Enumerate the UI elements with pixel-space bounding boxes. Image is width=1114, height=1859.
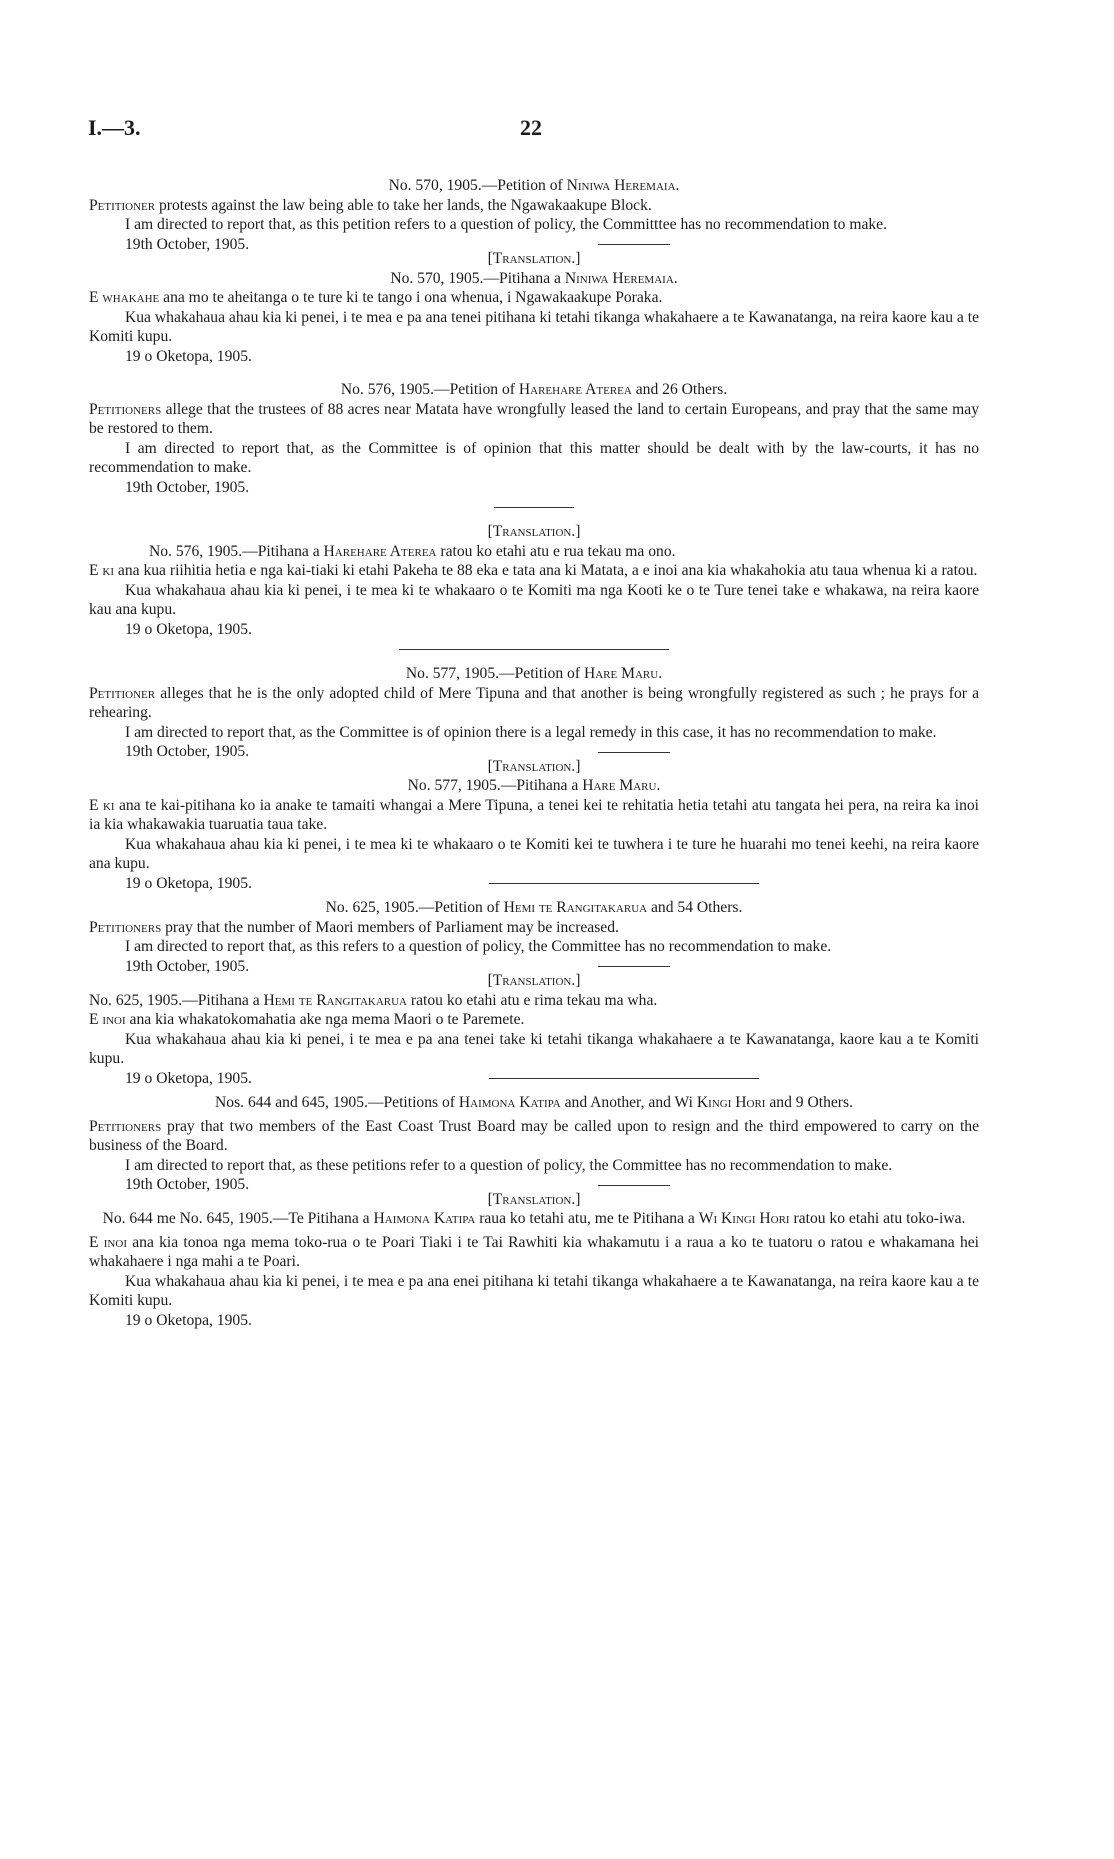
petition-summary: Petitioner alleges that he is the only adopted child of Mere Tipuna and that another is being wrongfully registered as such ; he prays for a rehearing. — [89, 684, 979, 721]
long-divider — [494, 507, 574, 508]
translation-title: No. 570, 1905.—Pitihana a Niniwa Heremaia. — [390, 269, 678, 287]
translation-summary: E ki ana te kai-pitihana ko ia anake te tamaiti whangai a Mere Tipuna, a tenei kei te rehitatia hetia tetahi atu tangata hei pera, na reira ka inoi ia kia whakawakia tuaruatia taua take. — [89, 796, 980, 833]
short-divider — [598, 1185, 670, 1186]
translation-label: [Translation.] — [487, 972, 581, 989]
translation-label: [Translation.] — [487, 1190, 581, 1208]
translation-report: Kua whakahaua ahau kia ki penei, i te mea ki te whakaaro o te Komiti kei te tuwhera i te ture he huarahi mo tenei keehi, na reira kaore ana kupu. — [89, 835, 979, 872]
report-date: 19th October, 1905. — [125, 957, 250, 975]
page-number: 22 — [520, 115, 542, 140]
petition-title: No. 570, 1905.—Petition of Niniwa Heremaia. — [388, 177, 680, 194]
section-divider — [489, 1078, 759, 1079]
translation-title: No. 577, 1905.—Pitihana a Hare Maru. — [407, 777, 661, 794]
petition-644-645 — [89, 1093, 979, 1330]
translation-title: No. 625, 1905.—Pitihana a Hemi te Rangitakarua ratou ko etahi atu e rima tekau ma wha. — [89, 991, 658, 1009]
petition-summary: Petitioners pray that the number of Maori members of Parliament may be increased. — [89, 918, 619, 936]
translation-label: [Translation.] — [487, 523, 581, 540]
document-body — [89, 176, 979, 1330]
translation-date: 19 o Oketopa, 1905. — [125, 1069, 252, 1087]
translation-summary: E inoi ana kia tonoa nga mema toko-rua o te Poari Tiaki i te Tai Rawhiti kia whakamutu i a raua a ko te tuatoru o ratou e whakamana hei whakahaere i nga mahi a te Poari. — [89, 1233, 980, 1270]
translation-report: Kua whakahaua ahau kia ki penei, i te mea e pa ana tenei pitihana ki tetahi tikanga whakahaere a te Kawanatanga, na reira kaore kau a te Komiti kupu. — [89, 308, 979, 345]
committee-report: I am directed to report that, as the Committee is of opinion that this matter should be dealt with by the law-courts, it has no recommendation to make. — [89, 439, 979, 476]
translation-summary: E ki ana kua riihitia hetia e nga kai-tiaki ki etahi Pakeha te 88 eka e tata ana ki Matata, a e inoi ana kia whakahokia atu taua whenua ki a ratou. — [89, 562, 978, 579]
translation-date: 19 o Oketopa, 1905. — [125, 1311, 252, 1329]
committee-report: I am directed to report that, as the Committee is of opinion there is a legal remedy in this case, it has no recommendation to make. — [125, 723, 937, 741]
petition-title: No. 577, 1905.—Petition of Hare Maru. — [405, 665, 663, 682]
short-divider — [598, 966, 670, 967]
page-header — [0, 115, 1114, 148]
report-date: 19th October, 1905. — [125, 1176, 250, 1193]
short-divider — [598, 244, 670, 245]
translation-label: [Translation.] — [487, 250, 581, 267]
translation-report: Kua whakahaua ahau kia ki penei, i te mea e pa ana enei pitihana ki tetahi tikanga whakahaere a te Kawanatanga, na reira kaore kau a te Komiti kupu. — [89, 1272, 979, 1309]
committee-report: I am directed to report that, as this petition refers to a question of policy, the Committtee has no recommendation to make. — [125, 216, 888, 233]
report-date: 19th October, 1905. — [125, 235, 250, 253]
committee-report: I am directed to report that, as this refers to a question of policy, the Committee has no recommendation to make. — [125, 938, 832, 955]
paper-reference: I.—3. — [88, 115, 141, 140]
translation-report: Kua whakahaua ahau kia ki penei, i te mea e pa ana tenei take ki tetahi tikanga whakahaere a te Kawanatanga, kaore kau a te Komiti kupu. — [89, 1030, 979, 1067]
translation-date: 19 o Oketopa, 1905. — [125, 347, 252, 365]
petition-summary: Petitioners allege that the trustees of 88 acres near Matata have wrongfully leased the land to certain Europeans, and pray that the same may be restored to them. — [89, 400, 979, 437]
translation-summary: E whakahe ana mo te aheitanga o te ture ki te tango i ona whenua, i Ngawakaakupe Poraka. — [89, 289, 663, 306]
petition-title: Nos. 644 and 645, 1905.—Petitions of Haimona Katipa and Another, and Wi Kingi Hori and 9 Others. — [215, 1094, 853, 1111]
petition-title: No. 625, 1905.—Petition of Hemi te Rangitakarua and 54 Others. — [325, 899, 743, 916]
petition-summary: Petitioner protests against the law being able to take her lands, the Ngawakaakupe Block. — [89, 196, 652, 214]
report-date: 19th October, 1905. — [125, 743, 250, 760]
translation-date: 19 o Oketopa, 1905. — [125, 620, 252, 638]
translation-title: No. 576, 1905.—Pitihana a Harehare Aterea ratou ko etahi atu e rua tekau ma ono. — [149, 542, 676, 560]
committee-report: I am directed to report that, as these petitions refer to a question of policy, the Committee has no recommendation to make. — [125, 1156, 893, 1174]
petition-577 — [89, 664, 979, 893]
translation-title: No. 644 me No. 645, 1905.—Te Pitihana a Haimona Katipa raua ko tetahi atu, me te Pitihana a Wi Kingi Hori ratou ko etahi atu toko-iwa. — [102, 1210, 966, 1227]
petition-570 — [89, 176, 979, 366]
translation-summary: E inoi ana kia whakatokomahatia ake nga mema Maori o te Paremete. — [89, 1011, 525, 1028]
translation-label: [Translation.] — [487, 757, 581, 775]
section-divider — [399, 649, 669, 650]
petition-summary: Petitioners pray that two members of the East Coast Trust Board may be called upon to resign and the third empowered to carry on the business of the Board. — [89, 1117, 979, 1154]
short-divider — [598, 752, 670, 753]
petition-576 — [89, 380, 979, 639]
report-date: 19th October, 1905. — [125, 478, 250, 496]
petition-title: No. 576, 1905.—Petition of Harehare Aterea and 26 Others. — [340, 381, 728, 398]
petition-625 — [89, 898, 979, 1088]
translation-date: 19 o Oketopa, 1905. — [125, 874, 252, 892]
section-divider — [489, 883, 759, 884]
translation-report: Kua whakahaua ahau kia ki penei, i te mea ki te whakaaro o te Komiti ma nga Kooti ke o te Ture tenei take e whakawa, na reira kaore kau ana kupu. — [89, 581, 979, 618]
